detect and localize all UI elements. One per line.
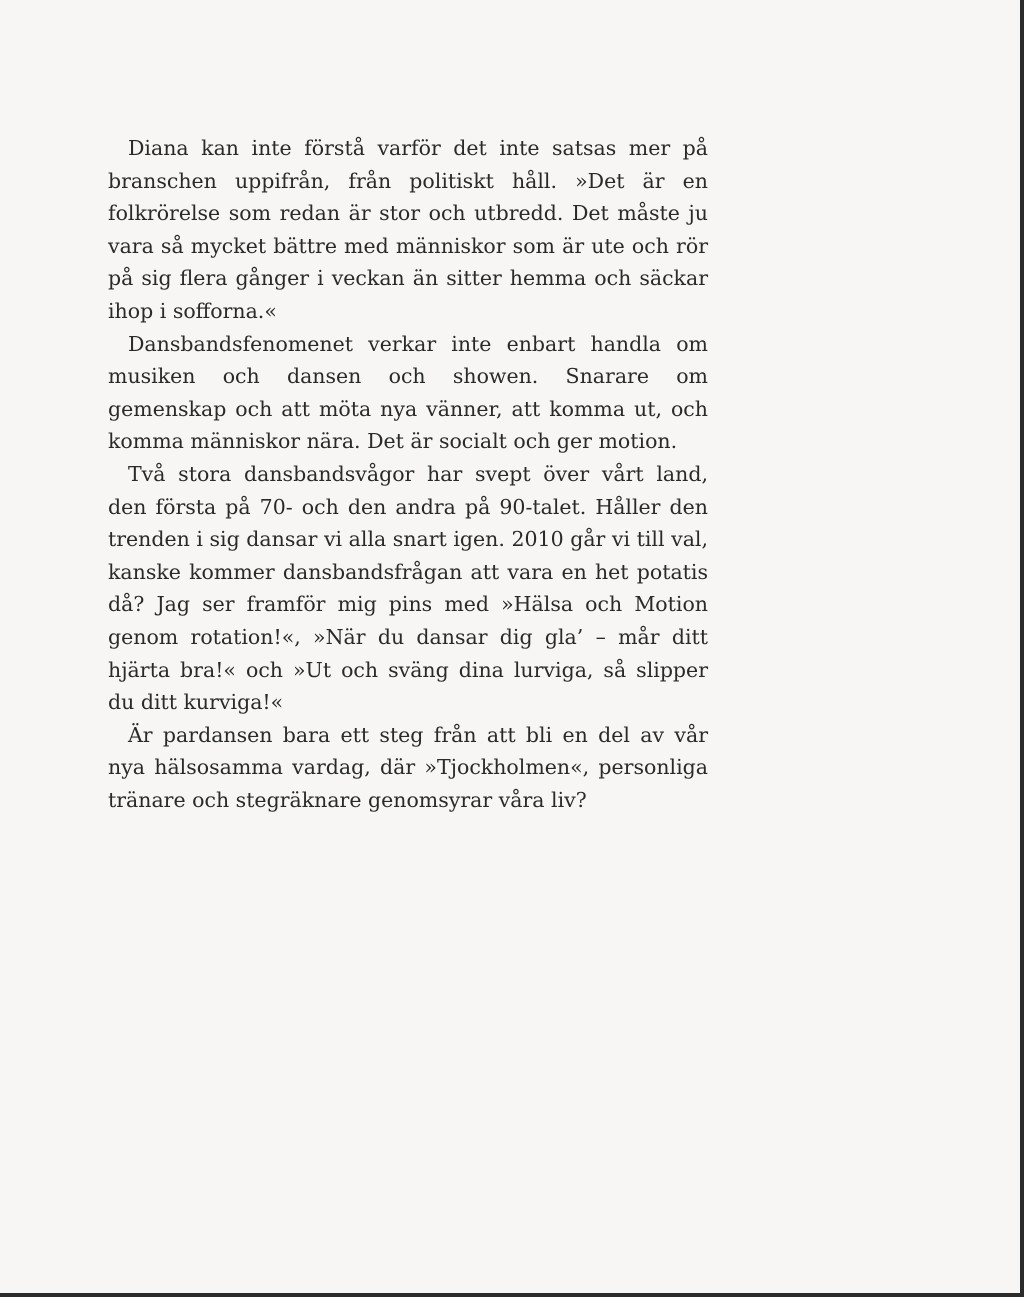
paragraph: Diana kan inte förstå varför det inte satsas mer på branschen uppifrån, från politiskt håll. »Det är en folkrörelse som redan är stor och utbredd. Det måste ju vara så mycket bättre med människor som är ute och rör på sig flera gånger i veckan än sitter hemma och säckar ihop i sofforna.« [108, 136, 708, 323]
scan-edge-right [1020, 0, 1024, 1297]
paragraph: Dansbandsfenomenet verkar inte enbart handla om musiken och dansen och showen. Snarare om gemenskap och att möta nya vänner, att komma ut, och komma människor nära. Det är socialt och ger motion. [108, 331, 708, 454]
paragraph: Två stora dansbandsvågor har svept över vårt land, den första på 70- och den andra på 90-talet. Håller den trenden i sig dansar vi alla snart igen. 2010 går vi till val, kanske kommer dansbandsfrågan att vara en het potatis då? Jag ser framför mig pins med »Hälsa och Motion genom rotation!«, »När du dansar dig gla’ – mår ditt hjärta bra!« och »Ut och sväng dina lurviga, så slipper du ditt kurviga!« [108, 461, 708, 715]
paragraph: Är pardansen bara ett steg från att bli en del av vår nya hälsosamma vardag, där »Tjockholmen«, personliga tränare och stegräknare genomsyrar våra liv? [108, 722, 708, 812]
scan-edge-bottom [0, 1293, 1024, 1297]
body-text [108, 132, 708, 816]
